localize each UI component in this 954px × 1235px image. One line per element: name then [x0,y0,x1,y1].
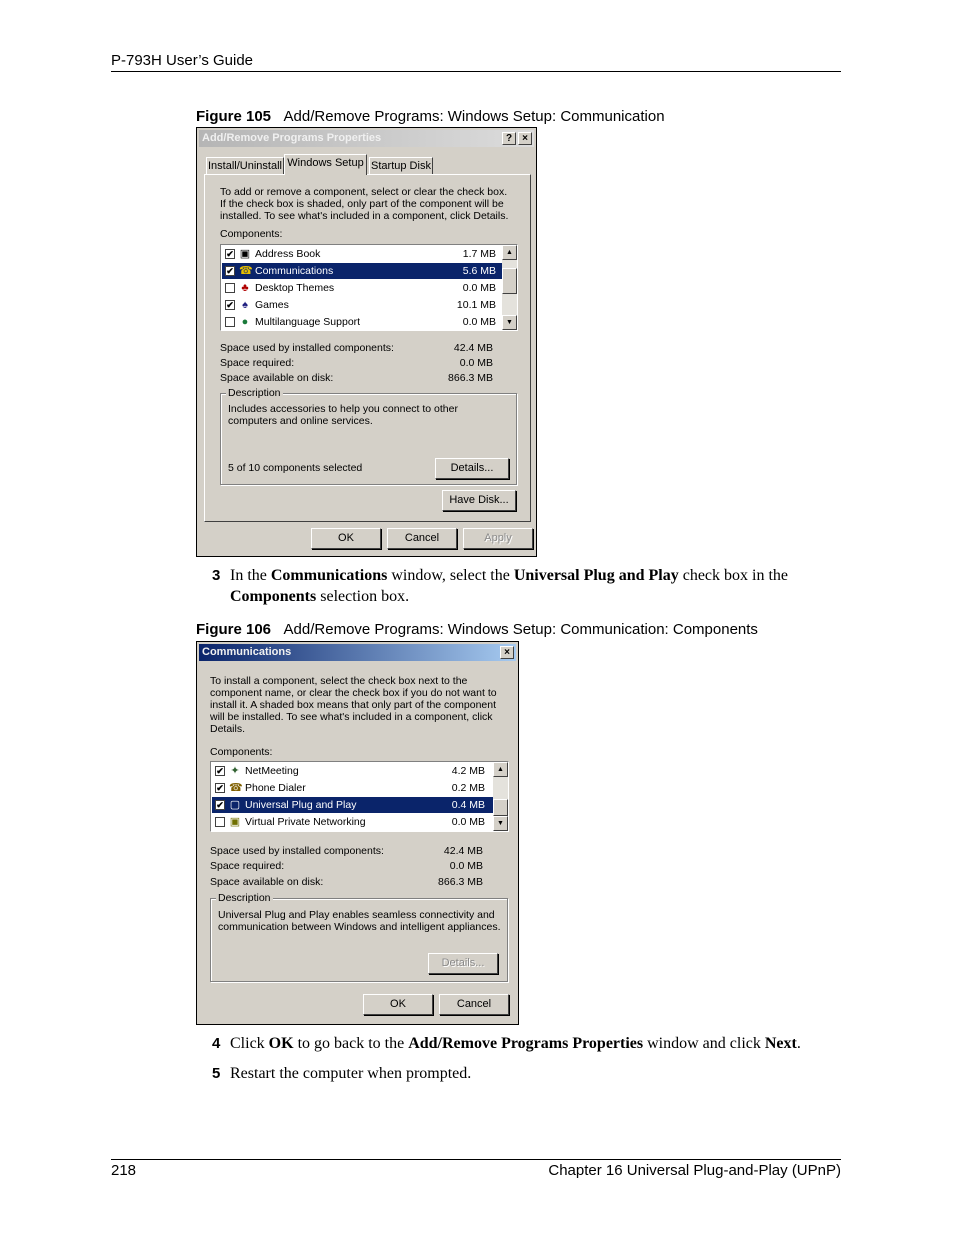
checkbox[interactable]: ✔ [216,766,224,776]
text: to go back to the [293,1035,409,1052]
have-disk-button[interactable]: Have Disk... [442,490,516,511]
header-rule [111,71,841,72]
close-button[interactable]: × [518,132,532,145]
step-4 [212,1033,842,1055]
figure-106-label: Figure 106 [196,621,272,638]
stat-required-value: 0.0 MB [459,357,493,369]
stat-used-value: 42.4 MB [443,845,483,857]
tab-windows-setup[interactable]: Windows Setup [284,154,367,175]
item-size: 0.2 MB [451,782,485,794]
item-size: 1.7 MB [462,248,496,260]
item-size: 0.0 MB [462,316,496,328]
step-4-text [230,1033,842,1054]
stat-used-value: 42.4 MB [453,342,493,354]
bold-text: OK [268,1035,294,1052]
bold-text: Next [764,1035,797,1052]
address-book-icon: ▣ [239,248,251,260]
components-label: Components: [210,746,273,758]
tab-install-uninstall[interactable]: Install/Uninstall [206,157,284,175]
selected-count: 5 of 10 components selected [228,462,363,474]
item-name: NetMeeting [245,765,299,777]
stat-used-label: Space used by installed components: [220,342,394,354]
checkbox[interactable] [215,817,225,827]
figure-105-label: Figure 105 [196,108,272,125]
description-label: Description [218,892,271,904]
chapter-title: Chapter 16 Universal Plug-and-Play (UPnP) [548,1162,841,1179]
list-item[interactable] [222,280,502,296]
details-button[interactable]: Details... [435,458,509,479]
desktop-themes-icon: ♣ [241,282,249,294]
add-remove-programs-dialog [196,127,537,557]
item-size: 0.0 MB [462,282,496,294]
item-size: 5.6 MB [462,265,496,277]
item-name: Communications [255,265,334,277]
item-name: Games [255,299,289,311]
stat-required-label: Space required: [210,860,285,872]
description-text: Universal Plug and Play enables seamless connectivity and communication between Windows and intelligent appliances. [218,909,501,933]
text: . [796,1035,801,1052]
step-number: 3 [212,567,221,584]
footer-rule [111,1159,841,1160]
dialog-titlebar [199,130,534,147]
stat-available-value: 866.3 MB [448,372,493,384]
dialog-title: Add/Remove Programs Properties [202,132,382,144]
description-text: Includes accessories to help you connect to other computers and online services. [228,403,458,427]
item-name: Phone Dialer [245,782,306,794]
checkbox[interactable]: ✔ [226,300,234,310]
globe-icon: ● [241,316,249,328]
components-list [210,761,509,832]
tab-startup-disk[interactable]: Startup Disk [369,157,433,175]
item-name: Virtual Private Networking [245,816,366,828]
scroll-up-icon[interactable]: ▲ [502,245,517,260]
stat-available-value: 866.3 MB [438,876,483,888]
setup-instructions: To add or remove a component, select or clear the check box. If the check box is shaded, only part of the component will be installed. To see what's included in a component, click Details. [220,186,509,222]
item-name: Multilanguage Support [255,316,361,328]
checkbox[interactable] [225,317,235,327]
ok-button[interactable]: OK [311,528,381,549]
item-size: 4.2 MB [451,765,485,777]
components-label: Components: [220,228,283,240]
checkbox[interactable] [225,283,235,293]
text: window, select the [387,567,514,584]
step-5-text: Restart the computer when prompted. [230,1065,472,1082]
list-item[interactable] [212,763,493,779]
step-5 [212,1063,842,1085]
help-button[interactable]: ? [502,132,516,145]
communications-icon: ☎ [239,265,253,277]
list-item[interactable] [212,814,493,830]
stat-used-label: Space used by installed components: [210,845,384,857]
cancel-button[interactable]: Cancel [439,994,509,1015]
page-number: 218 [111,1162,137,1179]
list-item[interactable] [212,797,493,813]
stat-required-label: Space required: [220,357,295,369]
phone-icon: ☎ [229,782,243,794]
description-label: Description [228,387,281,399]
list-item[interactable] [212,780,493,796]
bold-text: Communications [270,567,388,584]
scroll-down-icon[interactable]: ▼ [493,816,508,831]
ok-button[interactable]: OK [363,994,433,1015]
text: In the [230,567,271,584]
text: window and click [643,1035,765,1052]
step-3 [212,565,842,609]
bold-text: Components [230,588,317,605]
cancel-button[interactable]: Cancel [387,528,457,549]
stat-required-value: 0.0 MB [449,860,483,872]
list-item[interactable] [222,297,502,313]
scroll-down-icon[interactable]: ▼ [502,315,517,330]
apply-button[interactable]: Apply [463,528,533,549]
text: Click [230,1035,269,1052]
item-size: 10.1 MB [456,299,496,311]
checkbox[interactable]: ✔ [216,783,224,793]
netmeeting-icon: ✦ [230,765,240,777]
figure-106-caption-text: Add/Remove Programs: Windows Setup: Communication: Components [283,621,758,638]
scrollbar[interactable] [493,762,508,831]
dialog-titlebar [199,644,516,661]
step-3-text [230,565,840,607]
item-name: Universal Plug and Play [245,799,357,811]
bold-text: Universal Plug and Play [513,567,679,584]
components-list [220,244,518,331]
close-button[interactable]: × [500,646,514,659]
checkbox[interactable]: ✔ [226,266,234,276]
step-number: 4 [212,1035,221,1052]
scroll-thumb[interactable] [502,268,517,294]
component-instructions: To install a component, select the check box next to the component name, or clear the check box if you do not want to install it. A shaded box means that only part of the component will be installed. To see what's included in a component, click Details. [210,675,497,735]
item-name: Desktop Themes [255,282,335,294]
list-item[interactable] [222,246,502,262]
dialog-title: Communications [202,646,292,658]
details-button[interactable]: Details... [428,953,498,974]
page-header-title: P-793H User’s Guide [111,52,254,69]
checkbox[interactable]: ✔ [226,249,234,259]
scroll-thumb[interactable] [493,799,508,816]
list-item[interactable] [222,314,502,330]
stat-available-label: Space available on disk: [220,372,334,384]
item-size: 0.4 MB [451,799,485,811]
games-icon: ♠ [242,299,248,311]
stat-available-label: Space available on disk: [210,876,324,888]
figure-105-caption-text: Add/Remove Programs: Windows Setup: Communication [283,108,665,125]
bold-text: Add/Remove Programs Properties [408,1035,644,1052]
text: check box in the [678,567,789,584]
scroll-up-icon[interactable]: ▲ [493,762,508,777]
computer-icon: ▢ [229,799,241,811]
list-item[interactable] [222,263,502,279]
communications-dialog [196,641,519,1025]
network-icon: ▣ [229,816,241,828]
figure-105-caption [196,108,665,125]
step-number: 5 [212,1065,221,1082]
figure-106-caption [196,621,758,638]
checkbox[interactable]: ✔ [216,800,224,810]
scrollbar[interactable] [502,245,517,330]
text: selection box. [316,588,410,605]
item-name: Address Book [255,248,321,260]
item-size: 0.0 MB [451,816,485,828]
